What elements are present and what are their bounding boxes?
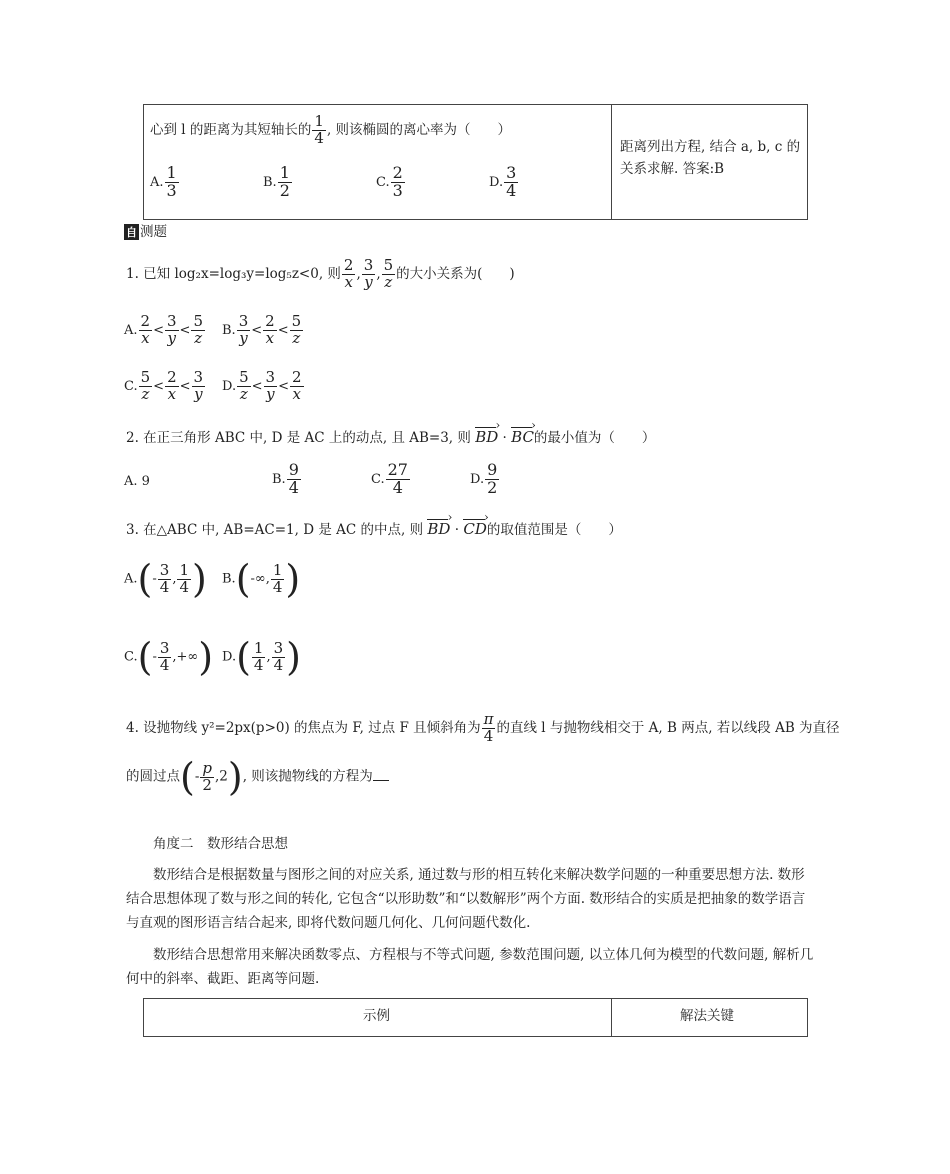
paragraph-1: 数形结合是根据数量与图形之间的对应关系, 通过数与形的相互转化来解决数学问题的一种重要思想方法. 数形结合思想体现了数与形之间的转化, 它包含“以形助数”和“以数解形”两个方面. 数形结合的实质是把抽象的数学语言与直观的图形语言结合起来, 即将代数问题几何化、几何问题代数化. [126, 867, 806, 931]
question-4-line-2: 的圆过点(- $\frac{p}{2}$ ,2), 则该抛物线的方程为 [126, 758, 389, 796]
solution-key: 距离列出方程, 结合 a, b, c 的 关系求解. 答案:B [620, 139, 801, 177]
question-2-option-a: A. 9 [124, 474, 150, 489]
column-header-key: 解法关键 [680, 1008, 734, 1024]
question-3-option-c: C.(- $\frac{3}{4}$ ,+∞) [124, 635, 214, 679]
question-1-stem: 1. 已知 log₂x=log₃y=log₅z<0, 则 $\frac{2}{x}$ , $\frac{3}{y}$ , $\frac{5}{z}$ 的大小关系为( ) [126, 256, 515, 291]
stem-text: 心到 l 的距离为其短轴长的 [150, 121, 312, 138]
stem-tail: , 则该椭圆的离心率为（ ） [326, 121, 512, 138]
column-header-example: 示例 [363, 1008, 390, 1024]
question-2-option-c: C. $\frac{27}{4}$ [371, 460, 408, 497]
vector-cd: CD › [463, 520, 487, 538]
vector-bd: BD › [475, 428, 498, 446]
vector-bd: BD › [427, 520, 450, 538]
question-2-stem: 2. 在正三角形 ABC 中, D 是 AC 上的动点, 且 AB=3, 则 BD › · BC ›的最小值为（ ） [126, 426, 655, 446]
example-stem [150, 114, 511, 147]
question-1-option-d: D. $\frac{5}{z}$ < $\frac{3}{y}$ < $\frac{2}{x}$ [222, 368, 302, 403]
section-badge: 自 [126, 226, 137, 239]
question-4-line-1: 4. 设抛物线 y²=2px(p>0) 的焦点为 F, 过点 F 且倾斜角为 $\frac{\pi}{4}$ 的直线 l 与抛物线相交于 A, B 两点, 若以线段 AB 为直径 [126, 710, 840, 745]
question-3-option-b: B.(-∞, $\frac{1}{4}$ ) [222, 557, 301, 601]
answer-blank [373, 768, 389, 781]
table-divider [611, 999, 612, 1036]
question-3-option-a: A.(- $\frac{3}{4}$ , $\frac{1}{4}$ ) [124, 557, 207, 601]
table-divider [611, 105, 612, 219]
question-1-option-b: B. $\frac{3}{y}$ < $\frac{2}{x}$ < $\frac{5}{z}$ [222, 312, 302, 347]
example-option-c: C. $\frac{2}{3}$ [376, 163, 403, 200]
question-1-option-a: A. $\frac{2}{x}$ < $\frac{3}{y}$ < $\frac{5}{z}$ [124, 312, 203, 347]
example-option-b: B. $\frac{1}{2}$ [263, 163, 290, 200]
stem-fraction: $\frac{1}{4}$ [314, 112, 324, 147]
example-option-d: D. $\frac{3}{4}$ [489, 163, 517, 200]
vector-bc: BC › [511, 428, 534, 446]
angle-heading: 角度二 数形结合思想 [153, 836, 288, 852]
question-1-option-c: C. $\frac{5}{z}$ < $\frac{2}{x}$ < $\frac{3}{y}$ [124, 368, 204, 403]
question-3-stem: 3. 在△ABC 中, AB=AC=1, D 是 AC 的中点, 则 BD › · CD ›的取值范围是（ ） [126, 518, 622, 538]
example-option-a: A. $\frac{1}{3}$ [150, 163, 177, 200]
paragraph-2: 数形结合思想常用来解决函数零点、方程根与不等式问题, 参数范围问题, 以立体几何为模型的代数问题, 解析几何中的斜率、截距、距离等问题. [126, 947, 814, 987]
question-2-option-d: D. $\frac{9}{2}$ [470, 460, 498, 497]
question-3-option-d: D.( $\frac{1}{4}$ , $\frac{3}{4}$ ) [222, 635, 301, 679]
question-2-option-b: B. $\frac{9}{4}$ [272, 460, 299, 497]
section-title: 测题 [140, 224, 167, 240]
section-header [124, 220, 167, 240]
